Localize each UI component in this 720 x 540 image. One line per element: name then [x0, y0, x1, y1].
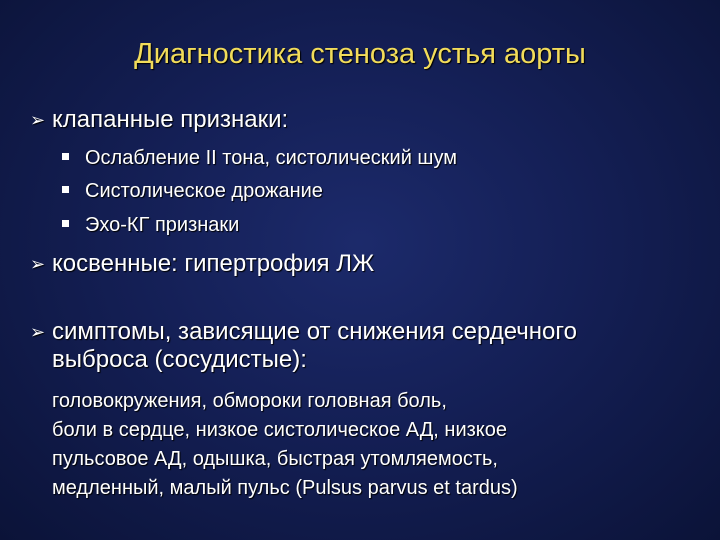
- paragraph-line: боли в сердце, низкое систолическое АД, низкое: [52, 419, 508, 441]
- sub-item: [62, 213, 239, 237]
- bullet-symptoms-line: симптомы, зависящие от снижения сердечного: [52, 318, 577, 345]
- arrow-bullet-icon: ➢: [30, 254, 46, 274]
- paragraph-line: медленный, малый пульс (Pulsus parvus et tardus): [52, 477, 518, 499]
- symptoms-paragraph: [52, 387, 518, 503]
- bullet-valvular: [30, 106, 288, 134]
- arrow-bullet-icon: ➢: [30, 110, 46, 130]
- bullet-indirect-text: косвенные: гипертрофия ЛЖ: [52, 250, 375, 277]
- square-bullet-icon: [62, 220, 69, 227]
- bullet-indirect: [30, 250, 374, 278]
- sub-item-text: Ослабление II тона, систолический шум: [85, 147, 458, 169]
- sub-item: [62, 179, 323, 203]
- bullet-symptoms-line: выброса (сосудистые):: [52, 346, 307, 373]
- bullet-valvular-text: клапанные признаки:: [52, 106, 289, 133]
- sub-item-text: Эхо-КГ признаки: [85, 214, 240, 236]
- square-bullet-icon: [62, 153, 69, 160]
- sub-item-text: Систолическое дрожание: [85, 180, 323, 202]
- slide-title: Диагностика стеноза устья аорты: [134, 38, 586, 70]
- square-bullet-icon: [62, 186, 69, 193]
- sub-item: [62, 146, 457, 170]
- paragraph-line: пульсовое АД, одышка, быстрая утомляемость,: [52, 448, 498, 470]
- paragraph-line: головокружения, обмороки головная боль,: [52, 390, 447, 412]
- bullet-symptoms: [30, 318, 577, 374]
- arrow-bullet-icon: ➢: [30, 322, 46, 342]
- bullet-symptoms-text: [52, 318, 577, 374]
